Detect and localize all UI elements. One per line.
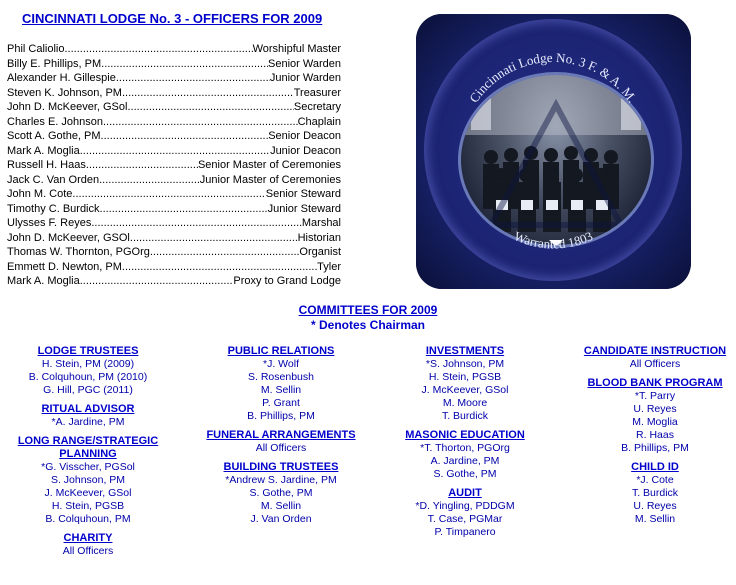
committee-member: B. Colquhoun, PM <box>45 513 131 525</box>
committee-member: *Andrew S. Jardine, PM <box>225 474 337 486</box>
committee-group <box>8 345 168 397</box>
officer-role: Senior Warden <box>268 57 341 70</box>
committees-heading-block <box>0 303 736 332</box>
committee-member: M. Sellin <box>260 384 302 396</box>
committee-group <box>198 345 364 423</box>
committee-group <box>575 345 735 371</box>
committee-group <box>198 461 364 526</box>
officer-name: Billy E. Phillips, PM <box>7 57 102 70</box>
officer-row <box>7 71 341 86</box>
committee-member: T. Case, PGMar <box>427 513 503 525</box>
officer-row <box>7 202 341 217</box>
committee-member: B. Phillips, PM <box>621 442 689 454</box>
dot-leader <box>80 274 234 289</box>
officer-row <box>7 274 341 289</box>
officer-role: Senior Steward <box>265 188 341 200</box>
committee-member: *G. Visscher, PGSol <box>41 461 135 473</box>
dot-leader <box>100 202 268 217</box>
officer-name: John D. McKeever, GSol <box>7 101 128 113</box>
committee-group <box>575 377 735 455</box>
dot-leader <box>101 57 268 72</box>
officer-role: Proxy to Grand Lodge <box>233 275 341 287</box>
officer-role: Junior Steward <box>267 202 341 215</box>
officer-row <box>7 216 341 231</box>
committee-member: J. McKeever, GSol <box>44 487 132 499</box>
officer-role: Historian <box>297 231 341 244</box>
officer-role: Junior Deacon <box>270 144 341 157</box>
committee-group <box>395 345 535 423</box>
officer-role: Organist <box>299 246 341 258</box>
dot-leader <box>64 42 252 57</box>
dot-leader <box>72 187 265 202</box>
committee-group <box>575 461 735 526</box>
dot-leader <box>122 86 294 101</box>
officer-row <box>7 158 341 173</box>
committee-member: *S. Johnson, PM <box>425 358 505 370</box>
dot-leader <box>99 173 200 188</box>
officer-row <box>7 187 341 202</box>
officer-row <box>7 86 341 101</box>
officer-name: Phil Caliolio <box>7 43 65 55</box>
committee-member: U. Reyes <box>633 403 677 415</box>
committee-group <box>198 429 364 455</box>
officer-name: Thomas W. Thornton, PGOrg <box>7 246 150 258</box>
dot-leader <box>127 100 293 115</box>
officer-name: Timothy C. Burdick <box>7 202 100 215</box>
officer-name: Jack C. Van Orden <box>7 173 100 186</box>
officer-name: Emmett D. Newton, PM <box>7 260 122 273</box>
committee-group <box>8 435 168 526</box>
officer-name: Scott A. Gothe, PM <box>7 130 101 142</box>
committee-member: J. Van Orden <box>250 513 312 525</box>
committee-title: CHARITY <box>63 532 113 544</box>
officer-name: Mark A. Moglia <box>7 275 80 287</box>
dot-leader <box>116 71 270 86</box>
committee-member: A. Jardine, PM <box>430 455 500 467</box>
officer-name: Ulysses F. Reyes <box>7 217 92 229</box>
dot-leader <box>80 144 270 159</box>
officer-row <box>7 57 341 72</box>
seal-lettering <box>416 14 691 289</box>
committee-title: INVESTMENTS <box>425 345 505 357</box>
officer-name: Alexander H. Gillespie <box>7 72 116 84</box>
dot-leader <box>101 129 269 144</box>
officer-role: Senior Master of Ceremonies <box>197 159 341 171</box>
committee-group <box>395 429 535 481</box>
committee-column-1 <box>8 345 168 564</box>
committee-title: RITUAL ADVISOR <box>41 403 135 415</box>
officer-name: John M. Cote <box>7 188 73 200</box>
committee-title: BLOOD BANK PROGRAM <box>587 377 723 389</box>
committee-group <box>395 487 535 539</box>
committee-title: MASONIC EDUCATION <box>405 429 525 441</box>
committee-member: T. Burdick <box>441 410 489 422</box>
committee-member: *J. Wolf <box>263 358 299 370</box>
dot-leader <box>150 245 300 260</box>
committee-member: G. Hill, PGC (2011) <box>43 384 133 396</box>
officer-row <box>7 129 341 144</box>
committee-member: S. Johnson, PM <box>50 474 126 486</box>
dot-leader <box>86 158 198 173</box>
committee-title: FUNERAL ARRANGEMENTS <box>206 429 356 441</box>
committee-member: S. Rosenbush <box>248 371 314 383</box>
committee-member: S. Gothe, PM <box>433 468 497 480</box>
committee-member: T. Burdick <box>631 487 679 499</box>
officer-row <box>7 144 341 159</box>
officer-role: Junior Master of Ceremonies <box>199 173 341 186</box>
committee-member: *A. Jardine, PM <box>51 416 125 428</box>
committee-member: All Officers <box>629 358 681 370</box>
committee-group <box>8 403 168 429</box>
committee-member: B. Phillips, PM <box>247 410 315 422</box>
officer-row <box>7 260 341 275</box>
committee-title: CANDIDATE INSTRUCTION <box>583 345 727 357</box>
committee-member: P. Timpanero <box>434 526 496 538</box>
officers-list <box>7 42 341 289</box>
dot-leader <box>122 260 317 275</box>
seal-bottom-text: Warranted 1803 <box>512 228 595 252</box>
page-title: CINCINNATI LODGE No. 3 - OFFICERS FOR 2009 <box>22 11 323 26</box>
officer-role: Marshal <box>301 217 341 229</box>
lodge-seal-image <box>416 14 691 289</box>
committee-member: M. Sellin <box>260 500 302 512</box>
officer-role: Tyler <box>317 260 341 273</box>
committee-title: BUILDING TRUSTEES <box>223 461 339 473</box>
committee-member: P. Grant <box>262 397 300 409</box>
committee-title: LODGE TRUSTEES <box>37 345 139 357</box>
chairman-note: * Denotes Chairman <box>310 318 426 332</box>
committee-title: LONG RANGE/STRATEGIC PLANNING <box>17 435 159 460</box>
committee-column-3 <box>395 345 535 545</box>
officer-row <box>7 42 341 57</box>
committee-column-4 <box>575 345 735 532</box>
officer-name: Mark A. Moglia <box>7 144 80 157</box>
seal-top-text: Cincinnati Lodge No. 3 F. & A. M. <box>466 49 640 106</box>
officer-role: Treasurer <box>293 86 341 99</box>
dot-leader <box>91 216 302 231</box>
committee-member: H. Stein, PGSB <box>428 371 502 383</box>
officer-row <box>7 115 341 130</box>
officer-row <box>7 231 341 246</box>
committee-member: M. Moglia <box>632 416 678 428</box>
committee-member: *T. Thorton, PGOrg <box>420 442 510 454</box>
officer-name: Charles E. Johnson <box>7 115 103 128</box>
committee-title: PUBLIC RELATIONS <box>227 345 335 357</box>
officer-role: Chaplain <box>297 115 341 128</box>
committee-member: B. Colquhoun, PM (2010) <box>28 371 148 383</box>
committee-member: H. Stein, PGSB <box>51 500 125 512</box>
committee-member: All Officers <box>255 442 307 454</box>
committee-member: M. Moore <box>442 397 488 409</box>
committee-member: U. Reyes <box>633 500 677 512</box>
committee-member: S. Gothe, PM <box>249 487 313 499</box>
committee-title: CHILD ID <box>631 461 679 473</box>
officer-row <box>7 100 341 115</box>
committee-group <box>8 532 168 558</box>
dot-leader <box>103 115 298 130</box>
officer-role: Secretary <box>293 101 341 113</box>
committee-member: *J. Cote <box>636 474 674 486</box>
committee-member: R. Haas <box>636 429 674 441</box>
committee-member: J. McKeever, GSol <box>421 384 509 396</box>
committee-column-2 <box>198 345 364 532</box>
officer-row <box>7 173 341 188</box>
committees-heading: COMMITTEES FOR 2009 <box>298 303 438 317</box>
committee-member: H. Stein, PM (2009) <box>41 358 135 370</box>
committee-member: All Officers <box>62 545 114 557</box>
committee-title: AUDIT <box>448 487 482 499</box>
officer-name: Steven K. Johnson, PM <box>7 86 122 99</box>
committee-member: *T. Parry <box>634 390 676 402</box>
officer-role: Senior Deacon <box>268 130 341 142</box>
dot-leader <box>130 231 298 246</box>
officer-role: Junior Warden <box>269 72 341 84</box>
officer-row <box>7 245 341 260</box>
officer-role: Worshipful Master <box>252 43 341 55</box>
committee-member: M. Sellin <box>634 513 676 525</box>
committee-member: *D. Yingling, PDDGM <box>415 500 515 512</box>
officer-name: Russell H. Haas <box>7 159 86 171</box>
officer-name: John D. McKeever, GSOl <box>7 231 130 244</box>
